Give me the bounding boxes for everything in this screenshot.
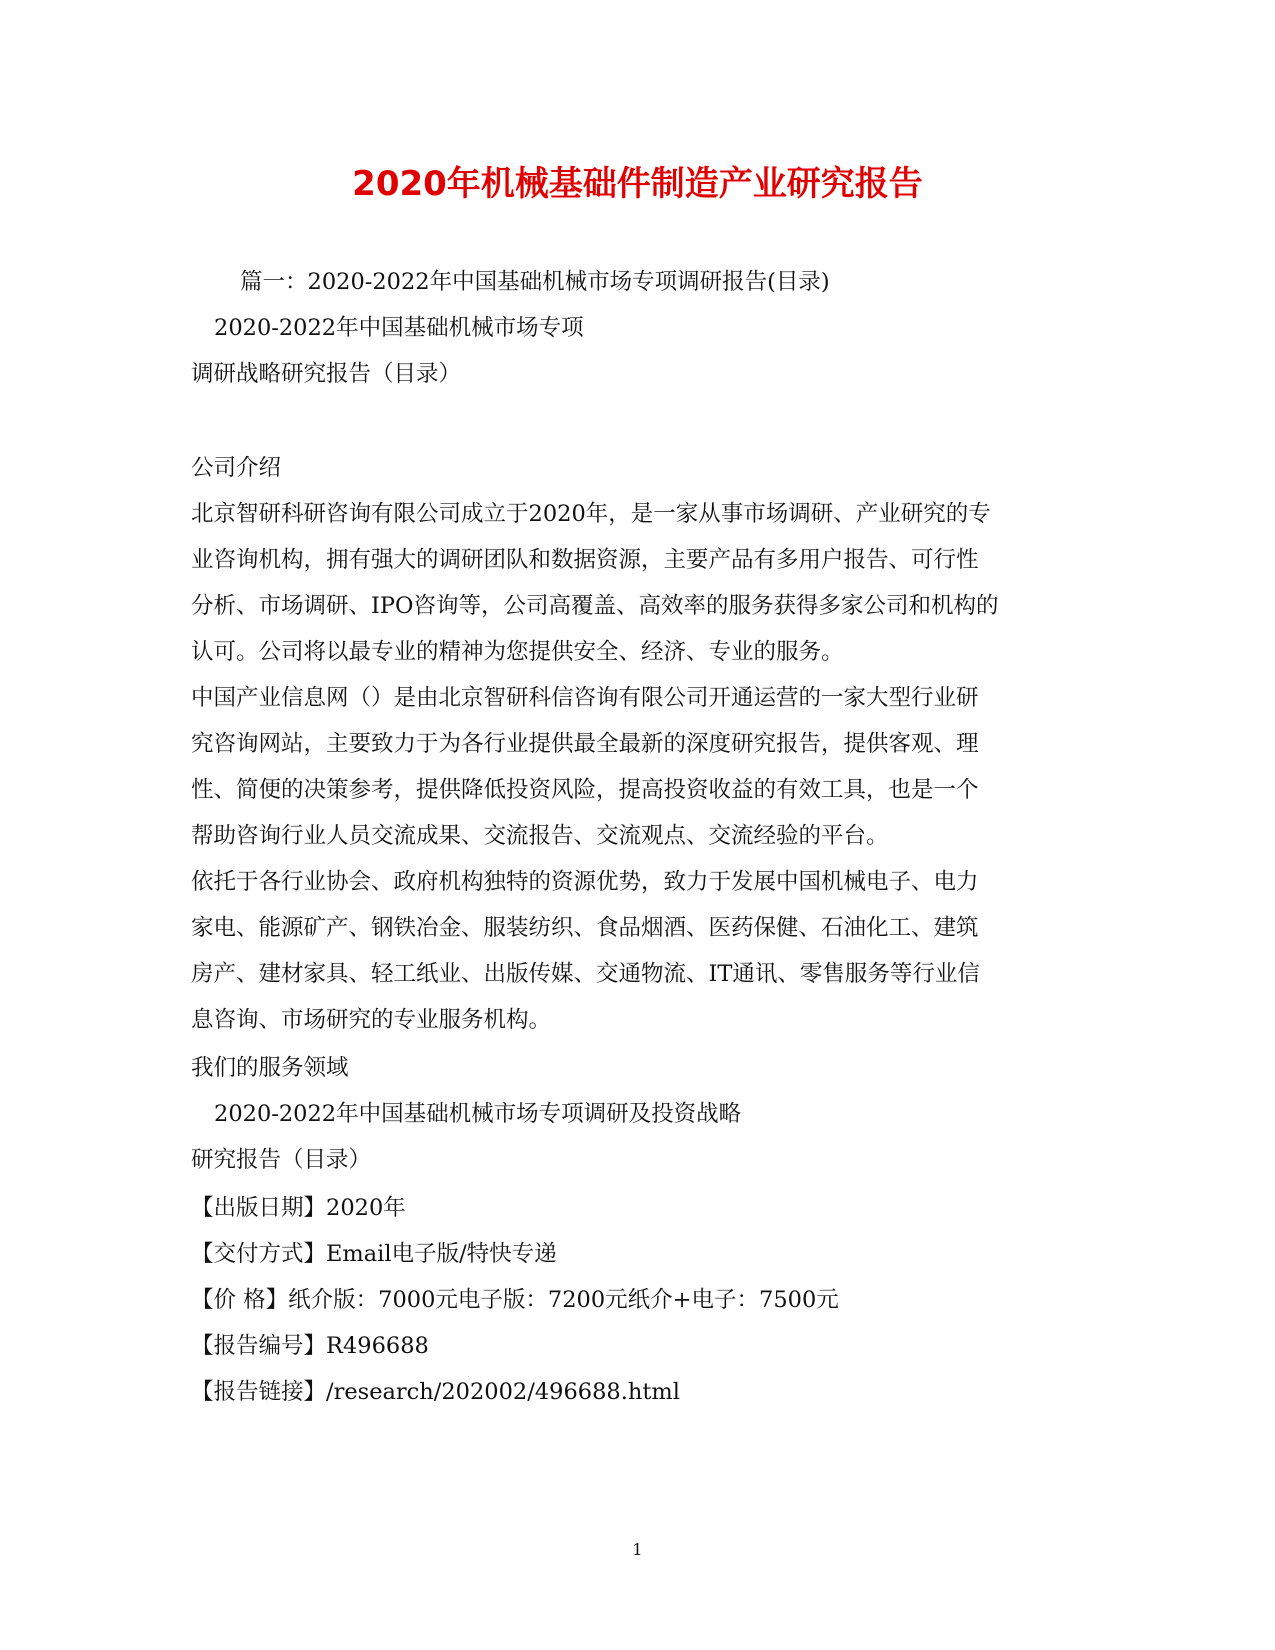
paragraph-line: 认可。公司将以最专业的精神为您提供安全、经济、专业的服务。 <box>191 639 844 665</box>
paragraph-line: 房产、建材家具、轻工纸业、出版传媒、交通物流、IT通讯、零售服务等行业信 <box>191 961 980 987</box>
paragraph-line: 依托于各行业协会、政府机构独特的资源优势，致力于发展中国机械电子、电力 <box>191 869 979 895</box>
paragraph-line: 息咨询、市场研究的专业服务机构。 <box>191 1007 552 1033</box>
services-heading: 我们的服务领域 <box>191 1055 349 1081</box>
paragraph-line: 究咨询网站，主要致力于为各行业提供最全最新的深度研究报告，提供客观、理 <box>191 731 979 757</box>
paragraph-line: 性、简便的决策参考，提供降低投资风险，提高投资收益的有效工具，也是一个 <box>191 777 979 803</box>
paragraph-line: 业咨询机构，拥有强大的调研团队和数据资源，主要产品有多用户报告、可行性 <box>191 547 979 573</box>
report-number: 【报告编号】R496688 <box>191 1333 429 1359</box>
report-title-line: 2020-2022年中国基础机械市场专项调研及投资战略 <box>214 1101 742 1127</box>
paragraph-line: 分析、市场调研、IPO咨询等，公司高覆盖、高效率的服务获得多家公司和机构的 <box>191 593 999 619</box>
delivery-method: 【交付方式】Email电子版/特快专递 <box>191 1241 557 1267</box>
report-title-line: 2020-2022年中国基础机械市场专项 <box>214 315 584 341</box>
report-title-line: 研究报告（目录） <box>191 1147 372 1173</box>
publish-date: 【出版日期】2020年 <box>191 1195 406 1221</box>
company-intro-heading: 公司介绍 <box>191 455 282 481</box>
paragraph-line: 帮助咨询行业人员交流成果、交流报告、交流观点、交流经验的平台。 <box>191 823 889 849</box>
document-title: 2020年机械基础件制造产业研究报告 <box>352 164 923 204</box>
paragraph-line: 家电、能源矿产、钢铁冶金、服装纺织、食品烟酒、医药保健、石油化工、建筑 <box>191 915 979 941</box>
section-heading: 篇一：2020-2022年中国基础机械市场专项调研报告(目录) <box>240 269 830 295</box>
price-info: 【价 格】纸介版：7000元电子版：7200元纸介+电子：7500元 <box>191 1287 839 1313</box>
paragraph-line: 北京智研科研咨询有限公司成立于2020年，是一家从事市场调研、产业研究的专 <box>191 501 991 527</box>
page-number: 1 <box>632 1540 643 1559</box>
report-title-line: 调研战略研究报告（目录） <box>191 361 462 387</box>
report-link: 【报告链接】/research/202002/496688.html <box>191 1379 680 1405</box>
paragraph-line: 中国产业信息网（）是由北京智研科信咨询有限公司开通运营的一家大型行业研 <box>191 685 979 711</box>
